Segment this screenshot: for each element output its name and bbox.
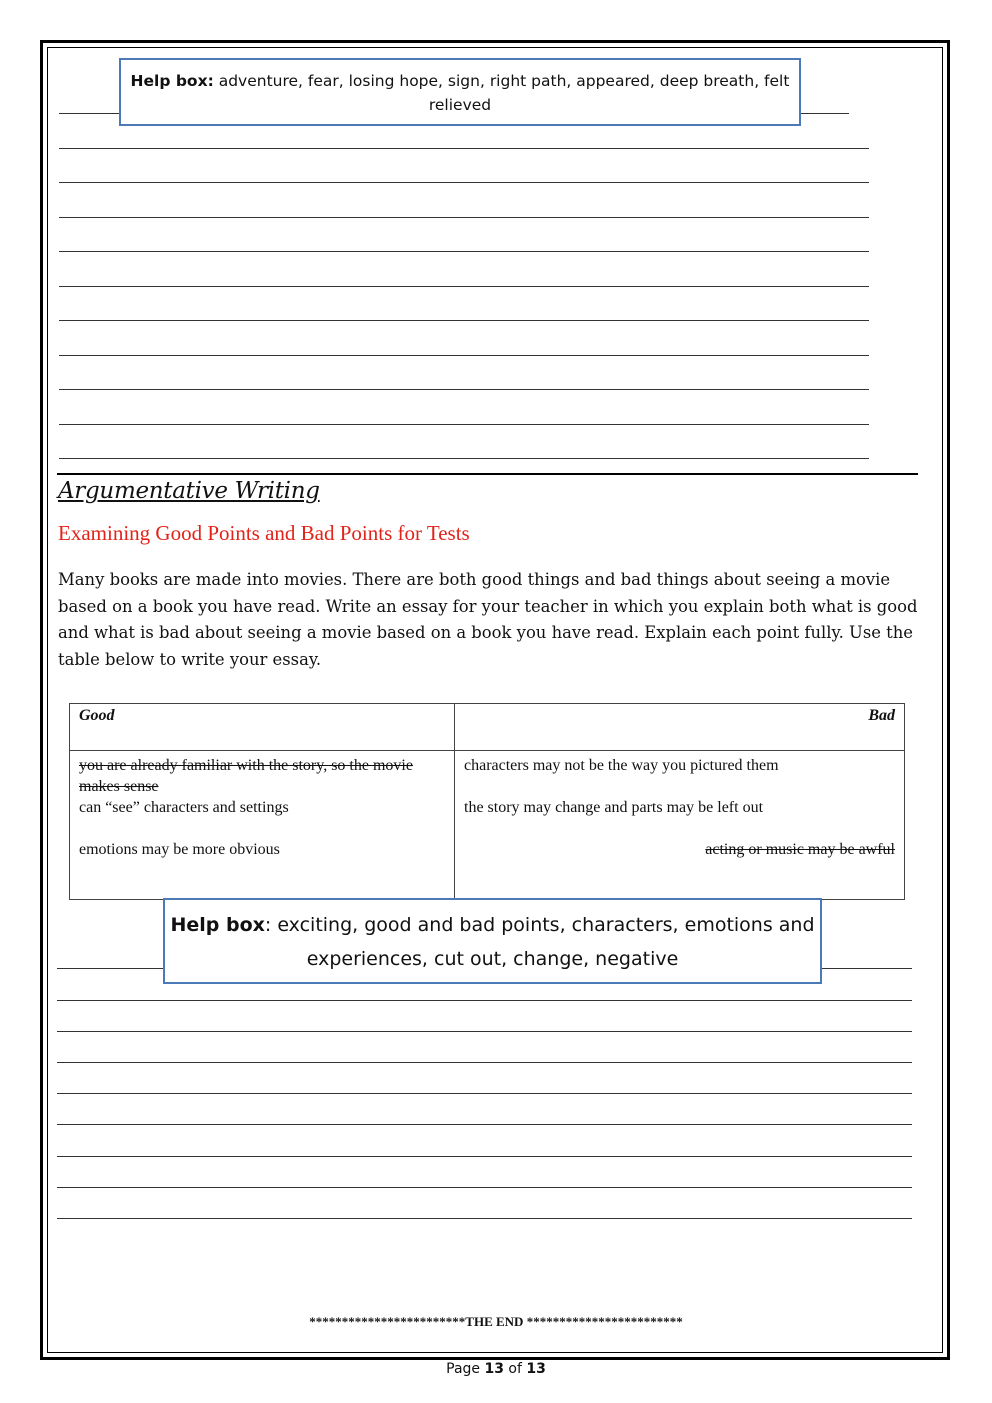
writing-line[interactable]: [801, 113, 849, 114]
good-item: you are already familiar with the story, so the movie makes sense: [79, 757, 413, 795]
the-end-banner: ************************THE END ************************: [309, 1314, 683, 1329]
section-subheading: Examining Good Points and Bad Points for Tests: [58, 521, 470, 545]
bad-item: acting or music may be awful: [705, 841, 895, 858]
essay-prompt: Many books are made into movies. There are both good things and bad things about seeing a movie based on a book you have read. Write an essay for your teacher in which you explain both what is good and what is bad about seeing a movie based on a book you have read. Explain each point fully. Use the table below to write your essay.: [58, 570, 918, 670]
writing-line[interactable]: [821, 968, 912, 969]
bad-column: [455, 751, 905, 900]
writing-line[interactable]: [57, 1124, 912, 1125]
bad-header: Bad: [455, 704, 905, 751]
page-word: Page: [446, 1361, 485, 1377]
page-border-inner: [47, 47, 943, 1353]
page-of-word: of: [503, 1361, 527, 1377]
writing-line[interactable]: [57, 1187, 912, 1188]
help-box-bottom: [163, 898, 822, 984]
help-box-label: Help box: [170, 914, 265, 936]
writing-line[interactable]: [59, 182, 869, 183]
writing-line[interactable]: [59, 286, 869, 287]
writing-line[interactable]: [59, 113, 121, 114]
writing-line[interactable]: [57, 968, 164, 969]
section-divider: [57, 473, 918, 475]
help-box-words: : exciting, good and bad points, characters, emotions and experiences, cut out, change, negative: [264, 914, 815, 970]
section-heading: Argumentative Writing: [58, 478, 320, 504]
writing-line[interactable]: [57, 1218, 912, 1219]
good-bad-table: [69, 703, 905, 900]
writing-line[interactable]: [59, 424, 869, 425]
writing-line[interactable]: [57, 1000, 912, 1001]
page-total: 13: [526, 1361, 546, 1377]
good-header: Good: [70, 704, 455, 751]
writing-line[interactable]: [59, 389, 869, 390]
writing-line[interactable]: [57, 1031, 912, 1032]
table-row: [70, 751, 905, 900]
writing-line[interactable]: [59, 251, 869, 252]
writing-line[interactable]: [59, 458, 869, 459]
writing-line[interactable]: [59, 217, 869, 218]
bad-item: characters may not be the way you pictured them: [464, 757, 779, 774]
page-current: 13: [484, 1361, 504, 1377]
writing-line[interactable]: [59, 355, 869, 356]
writing-line[interactable]: [59, 320, 869, 321]
good-item: can “see” characters and settings: [79, 799, 289, 816]
good-item: emotions may be more obvious: [79, 841, 280, 858]
good-column: [70, 751, 455, 900]
writing-line[interactable]: [59, 148, 869, 149]
writing-line[interactable]: [57, 1156, 912, 1157]
bad-item: the story may change and parts may be left out: [464, 799, 764, 816]
help-box-label: Help box:: [130, 72, 214, 90]
table-header-row: [70, 704, 905, 751]
page-footer: [0, 1361, 992, 1377]
help-box-top: [119, 58, 801, 126]
help-box-words: adventure, fear, losing hope, sign, right path, appeared, deep breath, felt relieved: [213, 72, 790, 114]
writing-line[interactable]: [57, 1093, 912, 1094]
writing-line[interactable]: [57, 1062, 912, 1063]
